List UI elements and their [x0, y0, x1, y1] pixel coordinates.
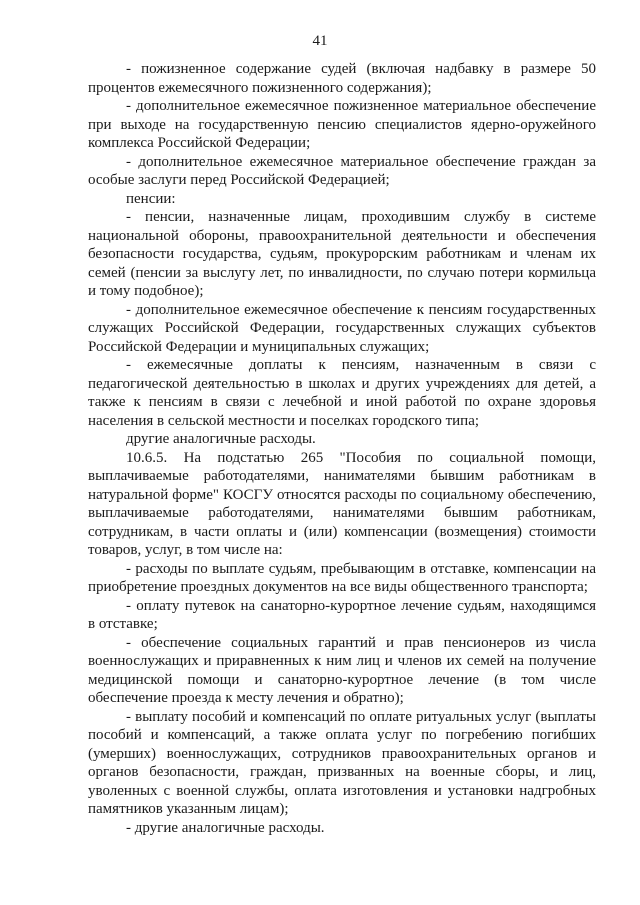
- paragraph: - пенсии, назначенные лицам, проходившим службу в системе национальной обороны, правоохранительной деятельности и обеспечения безопасности государства, судьям, прокурорским работникам и членам их семей (пенсии за выслугу лет, по инвалидности, по случаю потери кормильца и тому подобное);: [88, 209, 596, 299]
- paragraph: - расходы по выплате судьям, пребывающим в отставке, компенсации на приобретение проездных документов на все виды общественного транспорта;: [88, 560, 596, 595]
- paragraph: - оплату путевок на санаторно-курортное лечение судьям, находящимся в отставке;: [88, 597, 596, 632]
- paragraph: - пожизненное содержание судей (включая надбавку в размере 50 процентов ежемесячного пожизненного содержания);: [88, 61, 596, 96]
- paragraph: - дополнительное ежемесячное пожизненное материальное обеспечение при выходе на государственную пенсию специалистов ядерно-оружейного комплекса Российской Федерации;: [88, 98, 596, 151]
- paragraph: - обеспечение социальных гарантий и прав пенсионеров из числа военнослужащих и приравненных к ним лиц и членов их семей на получение медицинской помощи и санаторно-курортное лечение (в том числе обеспечение проезда к месту лечения и обратно);: [88, 634, 596, 706]
- paragraph: пенсии:: [126, 190, 176, 207]
- paragraph: - выплату пособий и компенсаций по оплате ритуальных услуг (выплаты пособий и компенсаций, а также оплата услуг по погребению погибших (умерших) военнослужащих, сотрудников правоохранительных органов и органов безопасности, граждан, призванных на военные сборы, и лиц, уволенных с военной службы, оплата изготовления и установки надгробных памятников указанным лицам);: [88, 708, 596, 817]
- paragraph: - дополнительное ежемесячное обеспечение к пенсиям государственных служащих Российской Федерации, государственных служащих субъектов Российской Федерации и муниципальных служащих;: [88, 301, 596, 355]
- paragraph: 10.6.5. На подстатью 265 "Пособия по социальной помощи, выплачиваемые работодателями, нанимателями бывшим работникам в натуральной форме" КОСГУ относятся расходы по социальному обеспечению, выплачиваемые работодателями, нанимателями бывшим работникам, сотрудникам, в части оплаты и (или) компенсации (возмещения) стоимости товаров, услуг, в том числе на:: [88, 449, 596, 558]
- paragraph: - другие аналогичные расходы.: [126, 819, 325, 836]
- paragraph: - дополнительное ежемесячное материальное обеспечение граждан за особые заслуги перед Российской Федерацией;: [88, 153, 596, 188]
- paragraph: другие аналогичные расходы.: [126, 431, 316, 447]
- page-number: 41: [312, 33, 328, 49]
- body-text: [88, 60, 596, 837]
- paragraph: - ежемесячные доплаты к пенсиям, назначенным в связи с педагогической деятельностью в школах и других учреждениях для детей, а также к пенсиям в связи с лечебной и иной работой по охране здоровья населения в сельской местности и поселках городского типа;: [88, 357, 596, 429]
